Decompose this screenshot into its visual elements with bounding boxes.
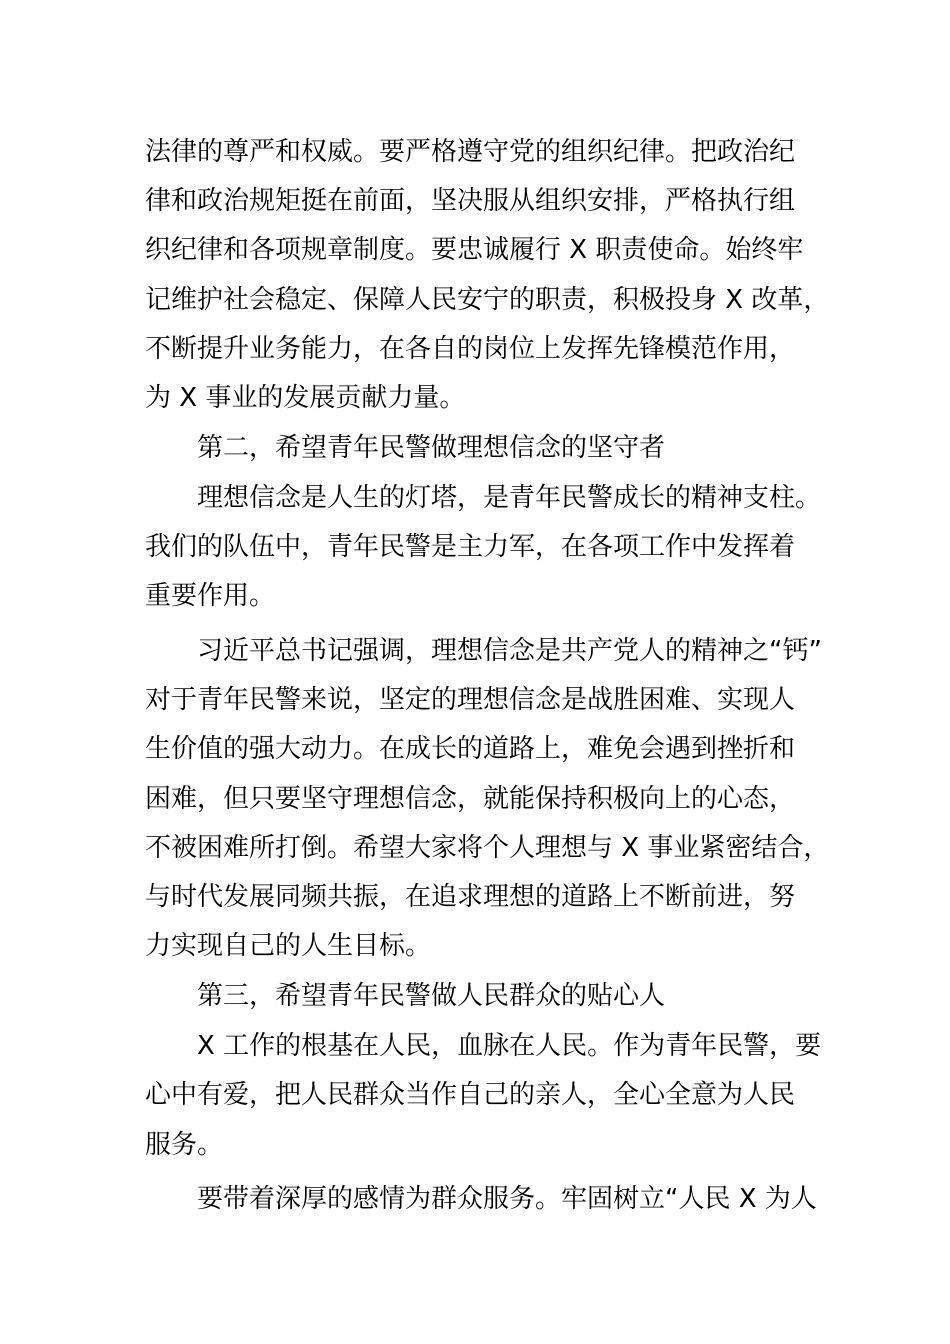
text-line: 与时代发展同频共振，在追求理想的道路上不断前进，努 bbox=[145, 882, 796, 912]
text-line: 织纪律和各项规章制度。要忠诚履行 X 职责使命。始终牢 bbox=[145, 235, 804, 265]
text-line: 不被困难所打倒。希望大家将个人理想与 X 事业紧密结合， bbox=[145, 833, 830, 863]
text-line: 我们的队伍中，青年民警是主力军，在各项工作中发挥着 bbox=[145, 532, 796, 562]
text-line: 律和政治规矩挺在前面，坚决服从组织安排，严格执行组 bbox=[145, 186, 796, 216]
text-line: 法律的尊严和权威。要严格遵守党的组织纪律。把政治纪 bbox=[145, 137, 796, 167]
text-line: 理想信念是人生的灯塔，是青年民警成长的精神支柱。 bbox=[197, 483, 822, 513]
text-line: 服务。 bbox=[145, 1130, 224, 1160]
text-line: 重要作用。 bbox=[145, 581, 276, 611]
text-line: 记维护社会稳定、保障人民安宁的职责，积极投身 X 改革， bbox=[145, 285, 830, 315]
text-line: 困难，但只要坚守理想信念，就能保持积极向上的心态， bbox=[145, 784, 796, 814]
text-line: 生价值的强大动力。在成长的道路上，难免会遇到挫折和 bbox=[145, 734, 796, 764]
section-heading: 第三，希望青年民警做人民群众的贴心人 bbox=[197, 981, 666, 1011]
text-line: 不断提升业务能力，在各自的岗位上发挥先锋模范作用， bbox=[145, 334, 796, 364]
text-line: 要带着深厚的感情为群众服务。牢固树立“人民 X 为人 bbox=[197, 1184, 817, 1214]
text-line: X 工作的根基在人民，血脉在人民。作为青年民警，要 bbox=[197, 1031, 822, 1061]
text-line: 对于青年民警来说，坚定的理想信念是战胜困难、实现人 bbox=[145, 685, 796, 715]
text-line: 习近平总书记强调，理想信念是共产党人的精神之“钙” bbox=[197, 636, 822, 666]
text-line: 心中有爱，把人民群众当作自己的亲人，全心全意为人民 bbox=[145, 1080, 796, 1110]
section-heading: 第二，希望青年民警做理想信念的坚守者 bbox=[197, 433, 666, 463]
text-line: 为 X 事业的发展贡献力量。 bbox=[145, 383, 466, 413]
text-line: 力实现自己的人生目标。 bbox=[145, 931, 432, 961]
